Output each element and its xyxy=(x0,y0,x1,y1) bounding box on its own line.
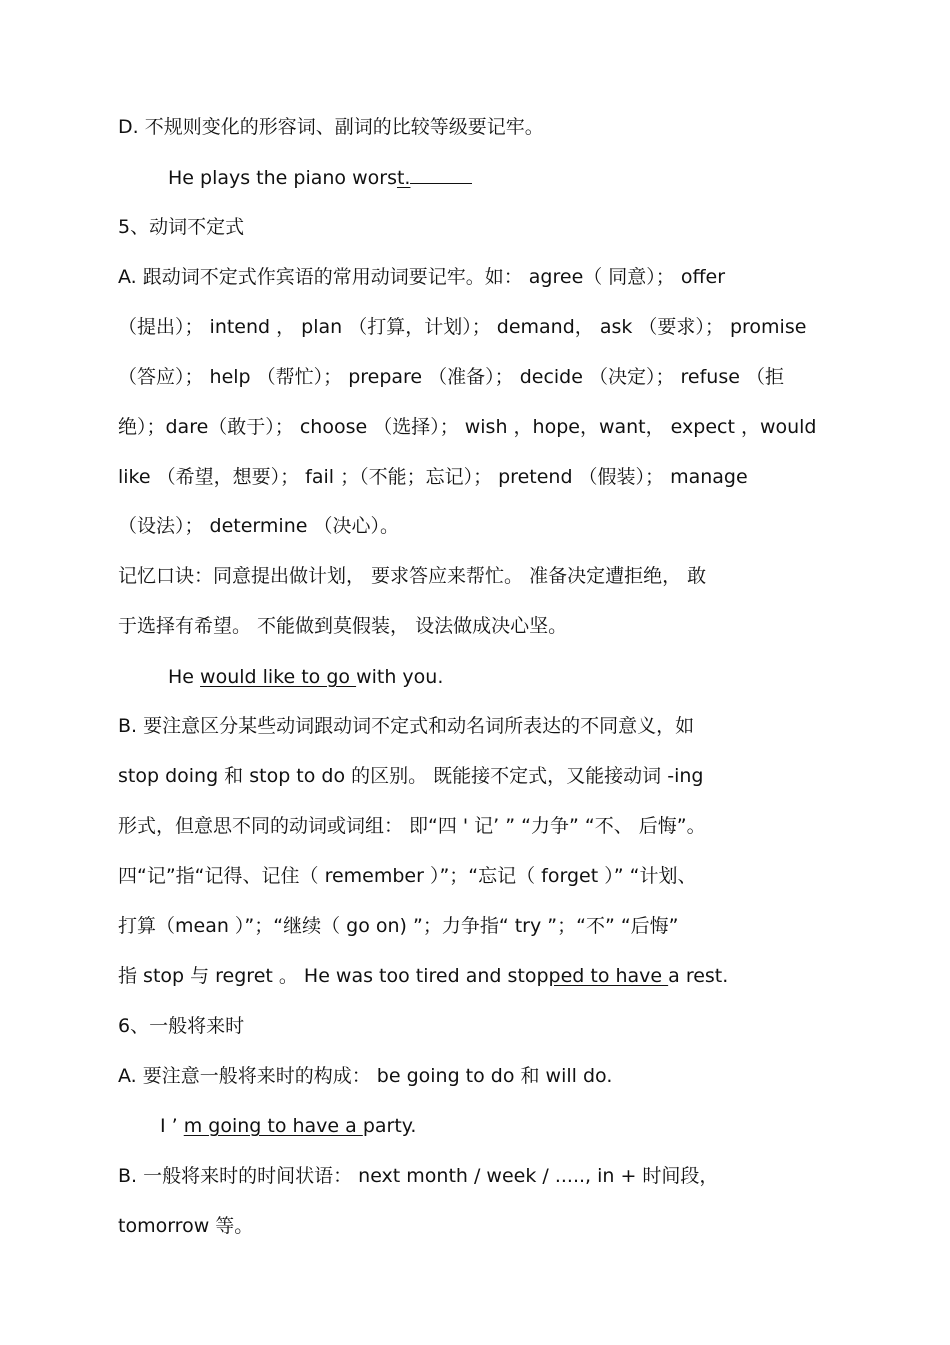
mnemonic-line: 记忆口诀：同意提出做计划， 要求答应来帮忙。 准备决定遭拒绝， 敢 xyxy=(118,565,707,587)
sentence-start: 指 stop 与 regret 。 He was too tired and stop xyxy=(118,965,549,987)
text-line: like （希望，想要）； fail ；（不能；忘记）； pretend （假装）； manage xyxy=(118,466,748,488)
underlined-answer: ped to have xyxy=(548,965,669,987)
sentence-start: He xyxy=(168,666,201,688)
underlined-answer: m going to have a xyxy=(183,1115,363,1137)
underlined-answer: would like to go xyxy=(200,666,357,688)
section-heading: 6、一般将来时 xyxy=(118,1015,245,1037)
text-line: 打算（mean ）”；“继续（ go on) ”；力争指“ try ”；“不” “后悔” xyxy=(118,915,679,937)
example-sentence xyxy=(168,664,888,690)
text-line: tomorrow 等。 xyxy=(118,1215,254,1237)
text-line: B. 一般将来时的时间状语： next month / week / ....., in + 时间段， xyxy=(118,1165,719,1187)
text-line: stop doing 和 stop to do 的区别。 既能接不定式，又能接动词 -ing xyxy=(118,765,704,787)
text-line: 形式，但意思不同的动词或词组： 即“四 ' 记’ ” “力争” “不、 后悔”。 xyxy=(118,815,706,837)
text-line: （设法）； determine （决心）。 xyxy=(118,515,399,537)
text-line: D. 不规则变化的形容词、副词的比较等级要记牢。 xyxy=(118,116,544,138)
sentence-start: He plays the piano wors xyxy=(168,167,397,189)
answer-blank xyxy=(410,165,472,184)
text-line: 绝）；dare（敢于）； choose （选择）； wish ，hope，want， expect ，would xyxy=(118,416,817,438)
example-sentence xyxy=(168,165,888,191)
text-line: A. 跟动词不定式作宾语的常用动词要记牢。如： agree（ 同意）； offer xyxy=(118,266,726,288)
sentence-start: I ’ xyxy=(160,1115,184,1137)
sentence-end: a rest. xyxy=(668,965,729,987)
text-line: （提出）； intend ， plan （打算，计划）； demand， ask （要求）； promise xyxy=(118,316,807,338)
text-line: B. 要注意区分某些动词跟动词不定式和动名词所表达的不同意义，如 xyxy=(118,715,695,737)
sentence-end: party. xyxy=(362,1115,417,1137)
text-line-with-example xyxy=(118,963,838,989)
text-line: （答应）； help （帮忙）； prepare （准备）； decide （决定）； refuse （拒 xyxy=(118,366,784,388)
text-line: 四“记”指“记得、记住（ remember ）”；“忘记（ forget ）” “计划、 xyxy=(118,865,697,887)
example-sentence xyxy=(160,1113,880,1139)
text-line: A. 要注意一般将来时的构成： be going to do 和 will do. xyxy=(118,1065,613,1087)
section-heading: 5、动词不定式 xyxy=(118,216,245,238)
sentence-end: with you. xyxy=(356,666,444,688)
mnemonic-line: 于选择有希望。 不能做到莫假装， 设法做成决心坚。 xyxy=(118,615,568,637)
underlined-answer: t. xyxy=(396,167,411,189)
